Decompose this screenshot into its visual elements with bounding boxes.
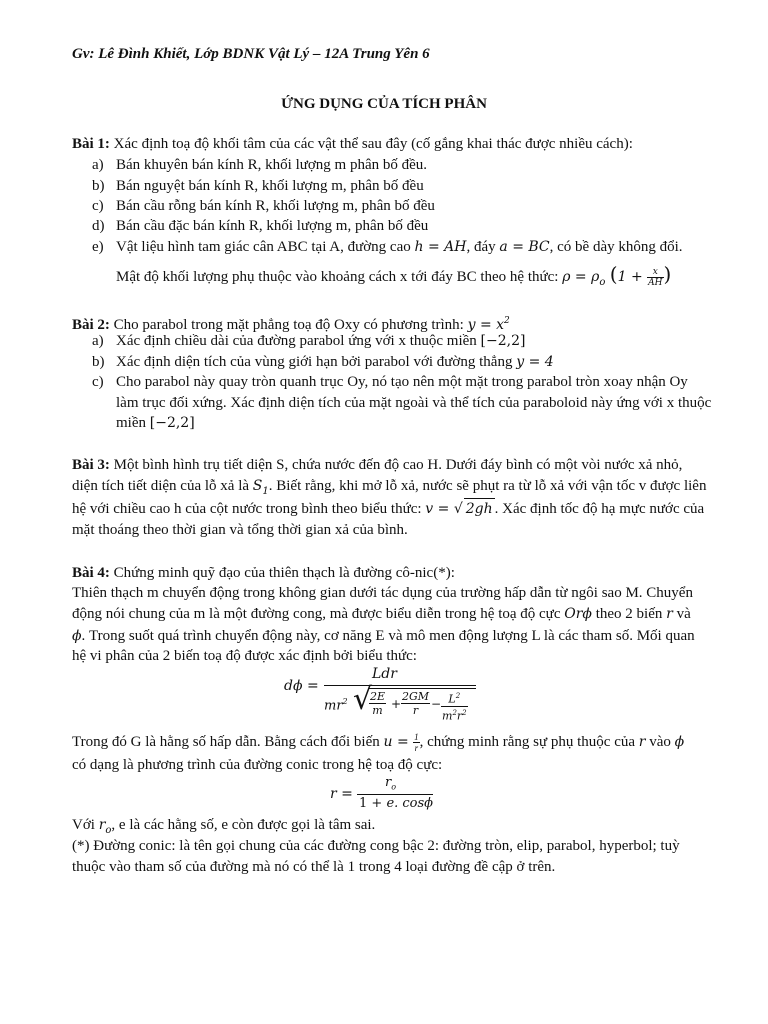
bai4-line6: có dạng là phương trình của đường conic trong hệ toạ độ cực: (72, 757, 443, 773)
bai2-item-b-label: b) (92, 354, 105, 370)
bai1-item-b-label: b) (92, 178, 105, 194)
bai1-item-a: Bán khuyên bán kính R, khối lượng m phân bố đều. (116, 157, 428, 173)
bai1-item-b: Bán nguyệt bán kính R, khối lượng m, phân bố đều (116, 178, 424, 194)
bai3-line4: mặt thoáng theo thời gian và tổng thời gian xả của bình. (72, 522, 408, 538)
x-over-ah-fraction: $\frac{x}{AH}$ (648, 266, 663, 288)
bai2-item-c-line3: miền [−2,2] (116, 415, 195, 431)
conic-note-line2: thuộc vào tham số của đường mà nó có thể là 1 trong 4 loại đường đề cập ở trên. (72, 859, 556, 875)
bai4-line3: ϕ. Trong suốt quá trình chuyển động này, cơ năng E và mô men động lượng L là các tham số. Mối quan (72, 628, 695, 644)
dphi-equation: dϕ = Ldr $mr^2$ √ $\frac{2E}{m}$ + $\frac{2GM}{r}$ − $\frac{L^2}{m^2r^2}$ (284, 666, 484, 724)
bai1-item-d: Bán cầu đặc bán kính R, khối lượng m, phân bố đều (116, 218, 429, 234)
parabol-equation: y = x (467, 317, 505, 333)
bai4-line1: Thiên thạch m chuyển động trong không gian dưới tác dụng của trường hấp dẫn từ ngôi sao M. Chuyển (72, 585, 693, 601)
bai3-line3: hệ với chiều cao h của cột nước trong bình theo biểu thức: v = √ 2gh . Xác định tốc độ hạ mực nước của (72, 498, 704, 519)
bai4-line4: hệ vi phân của 2 biến toạ độ được xác định bởi biểu thức: (72, 648, 417, 664)
bai2-item-c-line2: làm trục đối xứng. Xác định diện tích của mặt ngoài và thể tích của paraboloid này ứng với x thuộc (116, 395, 712, 411)
bai1-item-e: Vật liệu hình tam giác cân ABC tại A, đường cao h = AH, đáy a = BC, có bề dày không đổi. (116, 239, 683, 255)
bai4-heading: Bài 4: Chứng minh quỹ đạo của thiên thạch là đường cô-nic(*): (72, 565, 455, 581)
bai3-line1: Bài 3: Một bình hình trụ tiết diện S, chứa nước đến độ cao H. Dưới đáy bình có một vòi nước xả nhỏ, (72, 457, 683, 473)
bai2-item-a-label: a) (92, 333, 104, 349)
bai4-line7: Với $r_o$, e là các hằng số, e còn được gọi là tâm sai. (72, 817, 376, 836)
bai4-line2: động nói chung của m là một đường cong, mà được biểu diễn trong hệ toạ độ cực Orϕ theo 2 biến r và (72, 606, 691, 622)
bai1-heading: Bài 1: Xác định toạ độ khối tâm của các vật thể sau đây (cố gắng khai thác được nhiều cách): (72, 136, 633, 152)
bai2-item-b: Xác định diện tích của vùng giới hạn bởi parabol với đường thẳng y = 4 (116, 354, 554, 370)
bai2-heading: Bài 2: Cho parabol trong mặt phẳng toạ độ Oxy có phương trình: $y = x^2$ (72, 316, 510, 333)
conic-equation: r = $r_o$ 1 + e. cosϕ (330, 775, 434, 811)
velocity-formula: v = √ 2gh (425, 501, 494, 517)
page-title: ỨNG DỤNG CỦA TÍCH PHÂN (281, 96, 487, 112)
density-formula: $\rho = \rho_o$ (1 + $\frac{x}{AH}$ ) (562, 262, 672, 288)
conic-note-line1: (*) Đường conic: là tên gọi chung của các đường cong bậc 2: đường tròn, elip, parabol, hyperbol; tuỳ (72, 838, 680, 854)
bai1-item-e-density: Mật độ khối lượng phụ thuộc vào khoảng cách x tới đáy BC theo hệ thức: $\rho = \rho_o$ (1 + $\frac{x}{AH}$ ) (116, 262, 672, 288)
bai1-item-e-label: e) (92, 239, 104, 255)
bai3-line2: diện tích tiết diện của lỗ xả là $S_1$. Biết rằng, khi mở lỗ xả, nước sẽ phụt ra từ lỗ xả với vận tốc v được liên (72, 478, 707, 497)
bai1-item-d-label: d) (92, 218, 105, 234)
bai1-item-c-label: c) (92, 198, 104, 214)
bai1-item-c: Bán cầu rỗng bán kính R, khối lượng m, phân bố đều (116, 198, 435, 214)
bai1-item-a-label: a) (92, 157, 104, 173)
page-header: Gv: Lê Đình Khiết, Lớp BDNK Vật Lý – 12A Trung Yên 6 (72, 46, 430, 62)
bai2-item-a: Xác định chiều dài của đường parabol ứng với x thuộc miền [−2,2] (116, 333, 526, 349)
bai2-item-c-label: c) (92, 374, 104, 390)
bai2-item-c: Cho parabol này quay tròn quanh trục Oy, nó tạo nên một mặt trong parabol tròn xoay nhận Oy (116, 374, 688, 390)
bai4-line5: Trong đó G là hằng số hấp dẫn. Bằng cách đổi biến u = $\frac{1}{r}$ , chứng minh rằng sự phụ thuộc của r vào ϕ (72, 732, 685, 754)
